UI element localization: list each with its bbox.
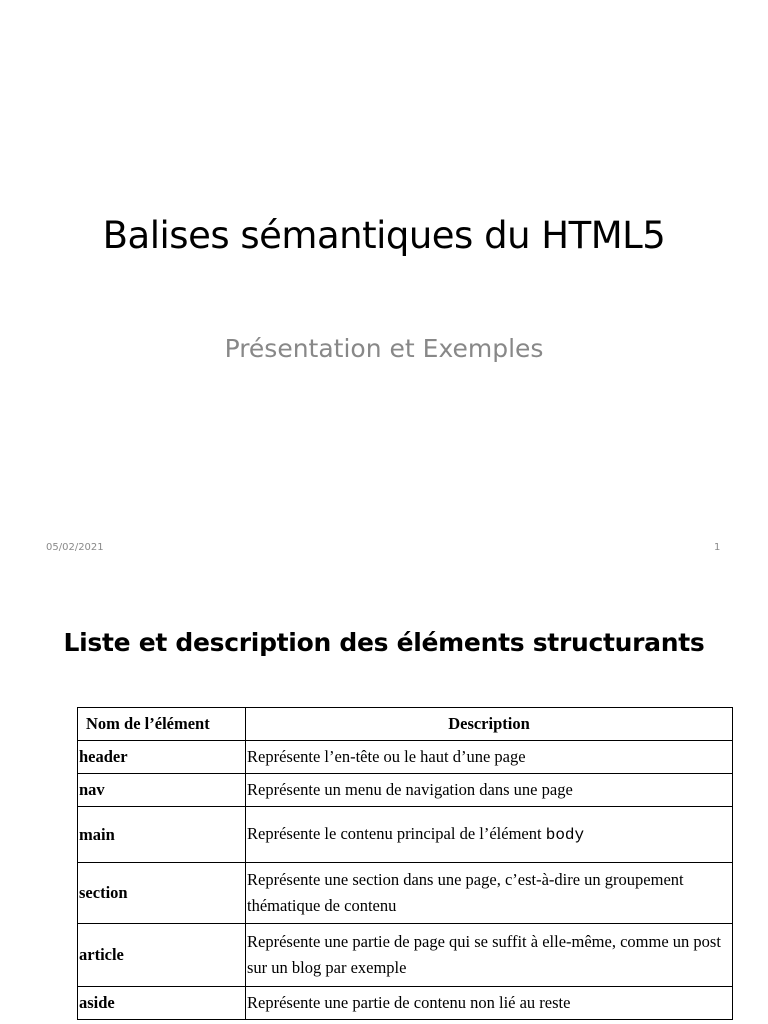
element-description: Représente un menu de navigation dans une page	[246, 774, 733, 807]
table-row	[78, 863, 733, 924]
slide-page-number: 1	[714, 542, 721, 553]
slide-title: Balises sémantiques du HTML5	[102, 214, 666, 257]
table-row	[78, 924, 733, 987]
slide-heading: Liste et description des éléments structurants	[63, 628, 705, 657]
element-name: article	[78, 924, 246, 987]
table-row	[78, 987, 733, 1020]
element-description: Représente une section dans une page, c’est-à-dire un groupement thématique de contenu	[246, 863, 733, 924]
element-description: Représente le contenu principal de l’élément	[247, 824, 542, 843]
element-description: Représente l’en-tête ou le haut d’une page	[246, 741, 733, 774]
column-header-description: Description	[246, 708, 733, 741]
element-name: main	[78, 807, 246, 863]
slide-date: 05/02/2021	[46, 542, 104, 553]
slide-subtitle: Présentation et Exemples	[224, 334, 544, 363]
table-row	[78, 741, 733, 774]
element-description-cell	[246, 807, 733, 863]
table-row	[78, 774, 733, 807]
column-header-name: Nom de l’élément	[78, 708, 246, 741]
element-name: section	[78, 863, 246, 924]
element-name: nav	[78, 774, 246, 807]
table-row	[78, 807, 733, 863]
element-description: Représente une partie de contenu non lié au reste	[246, 987, 733, 1020]
element-description: Représente une partie de page qui se suffit à elle-même, comme un post sur un blog par exemple	[246, 924, 733, 987]
content-slide	[0, 576, 768, 1024]
element-code: body	[545, 826, 585, 844]
elements-table	[77, 707, 733, 1020]
table-header-row	[78, 708, 733, 741]
element-name: aside	[78, 987, 246, 1020]
element-name: header	[78, 741, 246, 774]
